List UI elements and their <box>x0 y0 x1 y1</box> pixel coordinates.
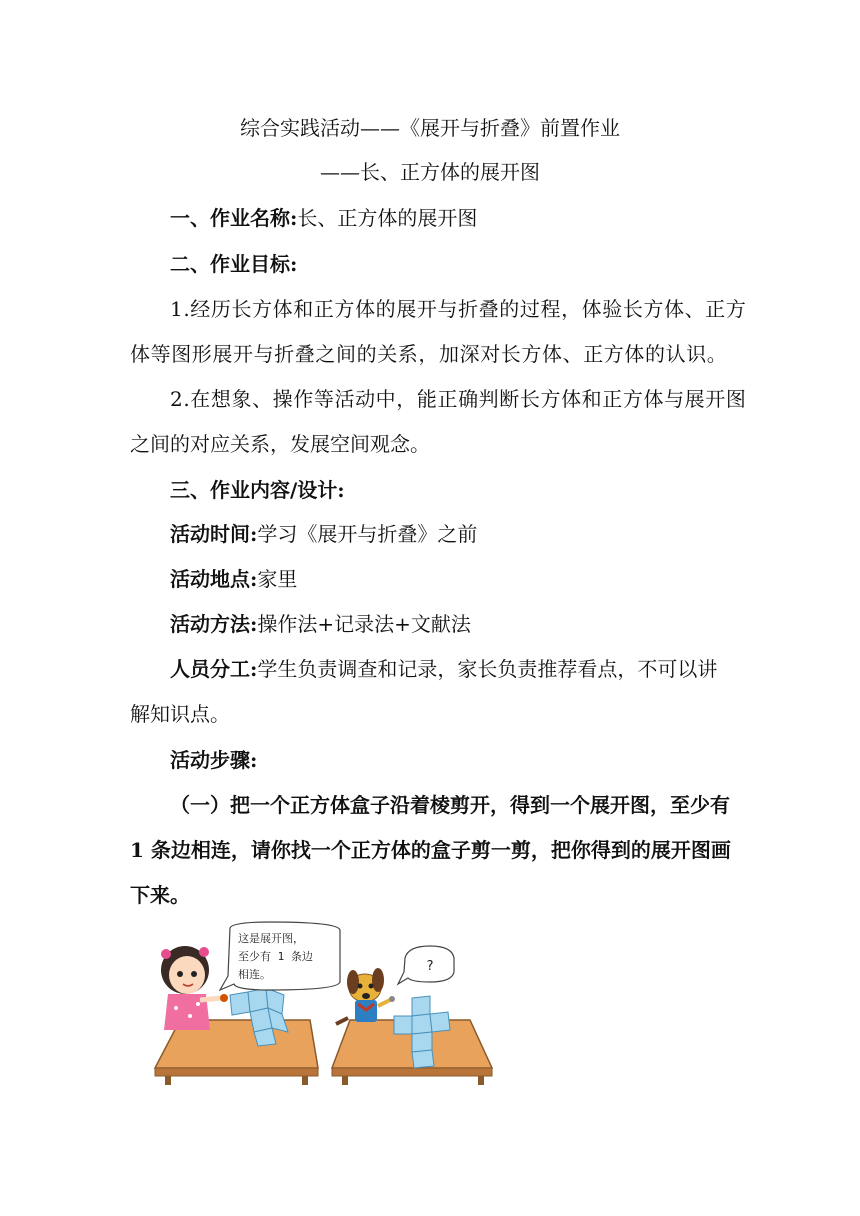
staff-division-line-2: 解知识点。 <box>130 702 230 726</box>
dog-figure <box>336 968 395 1024</box>
doc-subtitle: ——长、正方体的展开图 <box>320 160 540 184</box>
activity-method-label: 活动方法: <box>170 612 258 636</box>
activity-place <box>170 567 770 591</box>
speech-bubble-left <box>220 922 340 990</box>
activity-method-value: 操作法+记录法+文献法 <box>257 612 471 636</box>
task-1-line-3: 下来。 <box>130 883 190 907</box>
activity-place-label: 活动地点: <box>170 567 258 591</box>
section-1-label: 一、作业名称: <box>170 206 298 230</box>
section-1 <box>170 206 770 230</box>
staff-division <box>170 657 770 681</box>
staff-division-label: 人员分工: <box>170 657 258 681</box>
goal-2-line-2: 之间的对应关系，发展空间观念。 <box>130 432 430 456</box>
activity-time <box>170 522 770 546</box>
speech-bubble-right <box>398 946 454 984</box>
steps-label: 活动步骤: <box>170 748 258 772</box>
bubble-left-line-3: 相连。 <box>238 968 271 981</box>
bubble-left-line-2: 至少有 1 条边 <box>238 950 313 963</box>
activity-time-value: 学习《展开与折叠》之前 <box>257 522 478 546</box>
activity-time-label: 活动时间: <box>170 522 258 546</box>
task-1-line-2: 1 条边相连，请你找一个正方体的盒子剪一剪，把你得到的展开图画 <box>130 838 731 862</box>
activity-place-value: 家里 <box>257 567 298 591</box>
staff-division-value: 学生负责调查和记录，家长负责推荐看点，不可以讲 <box>257 657 718 681</box>
section-1-value: 长、正方体的展开图 <box>297 206 478 230</box>
girl-figure <box>161 946 228 1030</box>
goal-1-line-1: 1.经历长方体和正方体的展开与折叠的过程，体验长方体、正方 <box>170 297 747 321</box>
goal-2-line-1: 2.在想象、操作等活动中，能正确判断长方体和正方体与展开图 <box>170 387 747 411</box>
goal-1-line-2: 体等图形展开与折叠之间的关系，加深对长方体、正方体的认识。 <box>130 342 728 366</box>
section-2-label: 二、作业目标: <box>170 252 298 276</box>
bubble-right-text: ? <box>426 959 434 974</box>
doc-title: 综合实践活动——《展开与折叠》前置作业 <box>240 116 620 140</box>
illustration <box>150 920 500 1085</box>
task-1-line-1: （一）把一个正方体盒子沿着棱剪开，得到一个展开图，至少有 <box>170 793 730 817</box>
bubble-left-line-1: 这是展开图， <box>238 932 304 945</box>
activity-method <box>170 612 770 636</box>
section-3-label: 三、作业内容/设计: <box>170 478 345 502</box>
